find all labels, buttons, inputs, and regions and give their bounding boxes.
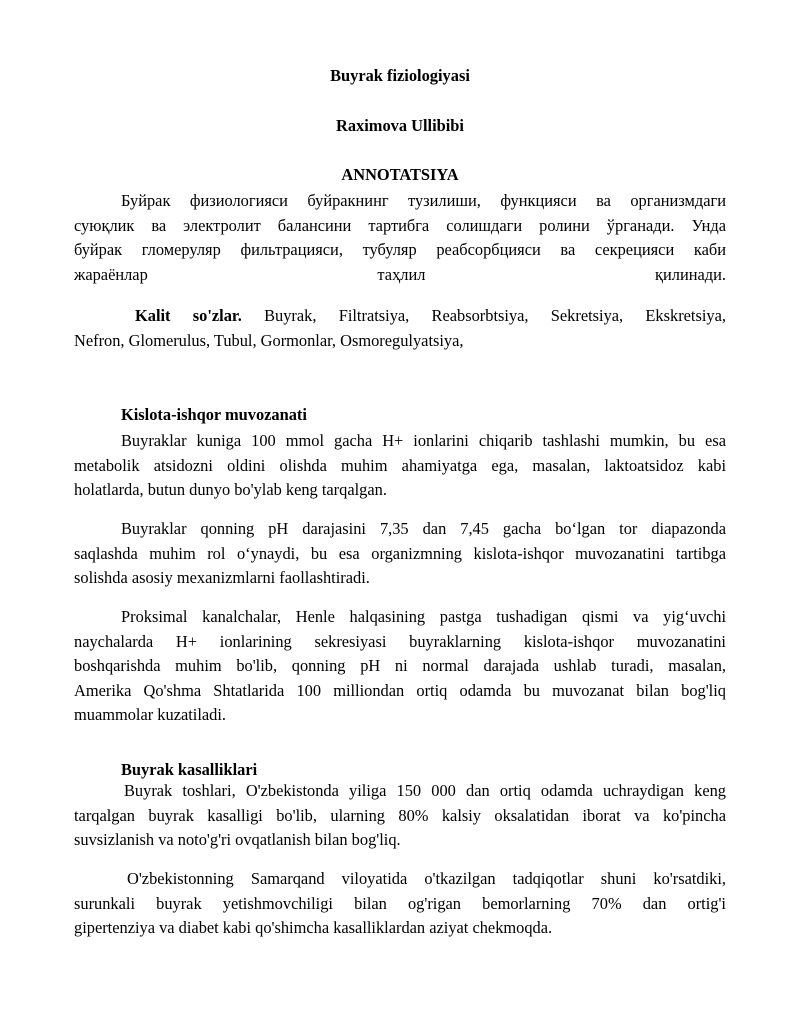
paragraph-line: muammolar kuzatiladi. xyxy=(74,705,227,724)
document-title: Buyrak fiziologiyasi xyxy=(330,66,470,85)
paragraph-line: Amerika Qo'shma Shtatlarida 100 milliondan ortiq odamda bu muvozanat bilan bog'liq xyxy=(74,680,726,700)
paragraph-line: tarqalgan buyrak kasalligi bo'lib, ularning 80% kalsiy oksalatidan iborat va ko'pincha xyxy=(74,805,726,825)
paragraph-line: Proksimal kanalchalar, Henle halqasining pastga tushadigan qismi va yig‘uvchi xyxy=(121,607,726,626)
paragraph-line: gipertenziya va diabet kabi qo'shimcha kasalliklardan aziyat chekmoqda. xyxy=(74,918,553,937)
annotation-line: жараёнлар таҳлил қилинади. xyxy=(74,264,726,284)
annotation-line: Буйрак физиологияси буйракнинг тузилиши, функцияси ва организмдаги xyxy=(121,191,726,210)
annotation-line: буйрак гломеруляр фильтрацияси, тубуляр реабсорбцияси ва секрецияси каби xyxy=(74,240,726,259)
paragraph-line: metabolik atsidozni oldini olishda muhim ahamiyatga ega, masalan, laktoatsidoz kabi xyxy=(74,455,726,475)
paragraph-line: saqlashda muhim rol o‘ynaydi, bu esa organizmning kislota-ishqor muvozanatini tartibga xyxy=(74,543,726,563)
paragraph-line: Buyraklar kuniga 100 mmol gacha H+ ionlarini chiqarib tashlashi mumkin, bu esa xyxy=(121,431,726,450)
keywords-label: Kalit so'zlar. xyxy=(135,306,242,325)
paragraph xyxy=(74,779,726,853)
paragraph-line: holatlarda, butun dunyo bo'ylab keng tarqalgan. xyxy=(74,480,387,499)
paragraph xyxy=(74,605,726,728)
paragraph-line: naychalarda H+ ionlarining sekresiyasi buyraklarning kislota-ishqor muvozanatini xyxy=(74,631,726,651)
section-heading-acid-base: Kislota-ishqor muvozanati xyxy=(121,405,307,424)
paragraph-line: O'zbekistonning Samarqand viloyatida o'tkazilgan tadqiqotlar shuni ko'rsatdiki, xyxy=(127,869,726,888)
annotation-line: суюқлик ва электролит балансини тартибга солишдаги ролини ўрганади. Унда xyxy=(74,215,726,235)
paragraph xyxy=(74,517,726,591)
paragraph-line: boshqarishda muhim bo'lib, qonning pH ni normal darajada ushlab turadi, masalan, xyxy=(74,656,726,675)
section-heading-kidney-diseases: Buyrak kasalliklari xyxy=(121,760,258,779)
paragraph-line: surunkali buyrak yetishmovchiligi bilan og'rigan bemorlarning 70% dan ortig'i xyxy=(74,893,726,913)
paragraph xyxy=(74,867,726,941)
document-author: Raximova Ullibibi xyxy=(336,116,464,135)
paragraph-line: Buyraklar qonning pH darajasini 7,35 dan 7,45 gacha bo‘lgan tor diapazonda xyxy=(121,519,726,538)
keywords-paragraph xyxy=(74,304,726,353)
paragraph-line: solishda asosiy mexanizmlarni faollashtiradi. xyxy=(74,568,370,587)
paragraph xyxy=(74,429,726,503)
keywords-list-2: Nefron, Glomerulus, Tubul, Gormonlar, Osmoregulyatsiya, xyxy=(74,330,464,350)
annotation-heading: ANNOTATSIYA xyxy=(341,165,459,184)
keywords-list-1: Buyrak, Filtratsiya, Reabsorbtsiya, Sekretsiya, Ekskretsiya, xyxy=(264,306,726,325)
annotation-paragraph xyxy=(74,189,726,287)
keywords-line xyxy=(74,304,726,329)
paragraph-line: suvsizlanish va noto'g'ri ovqatlanish bilan bog'liq. xyxy=(74,830,401,849)
paragraph-line: Buyrak toshlari, O'zbekistonda yiliga 150 000 dan ortiq odamda uchraydigan keng xyxy=(124,781,726,800)
